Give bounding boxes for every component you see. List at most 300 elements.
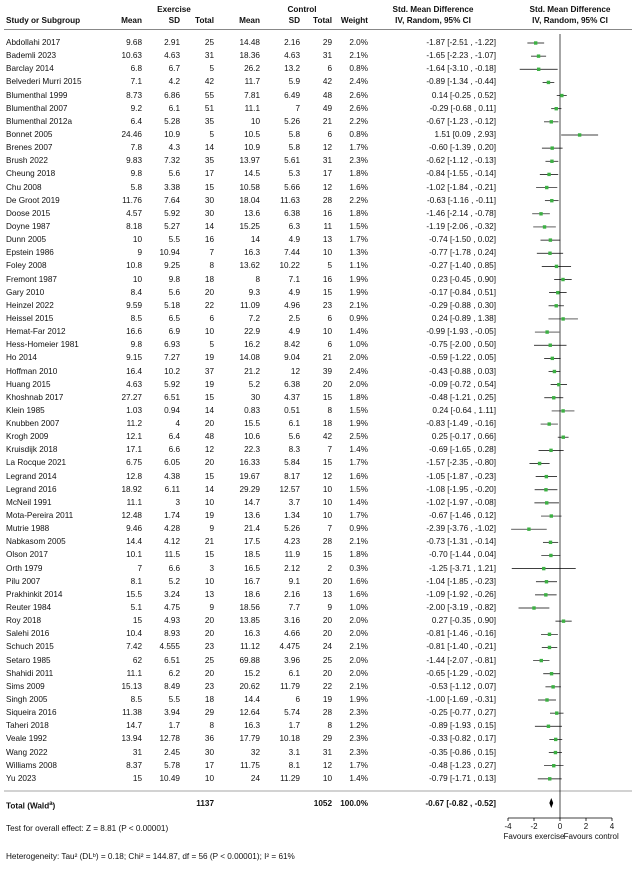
weight: 2.5% (349, 432, 368, 442)
weight: 2.3% (349, 708, 368, 718)
exercise-mean: 10.4 (126, 629, 142, 639)
control-total: 10 (322, 511, 332, 521)
effect-point (561, 317, 564, 320)
smd-ci: -0.81 [-1.40 , -0.21] (426, 642, 496, 652)
weight: 2.1% (349, 51, 368, 61)
exercise-sd: 4 (175, 419, 180, 429)
study-name: Hemat-Far 2012 (6, 327, 66, 337)
weight: 1.4% (349, 773, 368, 783)
smd-ci: -0.69 [-1.65 , 0.28] (429, 445, 496, 455)
control-sd: 4.23 (284, 537, 300, 547)
study-name: Setaro 1985 (6, 655, 51, 665)
control-sd: 3.96 (284, 655, 300, 665)
exercise-mean: 6.8 (130, 64, 142, 74)
effect-point (551, 146, 554, 149)
smd-ci: -1.02 [-1.84 , -0.21] (426, 182, 496, 192)
exercise-mean: 9.8 (130, 340, 142, 350)
exercise-sd: 6.5 (168, 313, 180, 323)
control-total: 20 (322, 629, 332, 639)
control-sd: 7.44 (284, 248, 300, 258)
control-sd: 5.26 (284, 524, 300, 534)
control-total: 28 (322, 537, 332, 547)
control-sd: 9.04 (284, 353, 300, 363)
weight: 2.2% (349, 116, 368, 126)
study-name: Doyne 1987 (6, 221, 51, 231)
study-name: Wang 2022 (6, 747, 48, 757)
control-mean: 14.5 (244, 169, 260, 179)
exercise-sd: 8.49 (164, 681, 180, 691)
exercise-total: 15 (204, 182, 214, 192)
smd-ci: -0.17 [-0.84 , 0.51] (429, 287, 496, 297)
control-total: 8 (327, 405, 332, 415)
exercise-mean: 17.1 (126, 445, 142, 455)
exercise-sd: 5.6 (168, 287, 180, 297)
study-name: Fremont 1987 (6, 274, 57, 284)
study-name: Legrand 2016 (6, 484, 57, 494)
exercise-mean: 1.03 (126, 405, 142, 415)
weight: 1.8% (349, 550, 368, 560)
effect-point (547, 725, 550, 728)
smd-plot-header: Std. Mean Difference (529, 5, 611, 14)
effect-point (553, 370, 556, 373)
exercise-total: 8 (209, 261, 214, 271)
weight: 0.9% (349, 524, 368, 534)
control-total: 10 (322, 327, 332, 337)
smd-ci: 0.24 [-0.64 , 1.11] (432, 405, 496, 415)
effect-point (543, 225, 546, 228)
exercise-sd: 4.28 (164, 524, 180, 534)
exercise-total: 20 (204, 419, 214, 429)
exercise-sd: 6.1 (168, 103, 180, 113)
effect-point (548, 777, 551, 780)
effect-point (537, 54, 540, 57)
weight: 2.6% (349, 90, 368, 100)
exercise-total: 17 (204, 169, 214, 179)
exercise-mean: 7.42 (126, 642, 142, 652)
exercise-total: 15 (204, 392, 214, 402)
exercise-mean: 18.92 (121, 484, 142, 494)
exercise-sd: 10.9 (164, 129, 180, 139)
control-mean: 0.83 (244, 405, 260, 415)
exercise-sd: 7.27 (164, 353, 180, 363)
control-mean: 18.04 (239, 195, 260, 205)
effect-point (555, 304, 558, 307)
exercise-sd: 5.27 (164, 221, 180, 231)
effect-point (554, 738, 557, 741)
control-sd: 5.26 (284, 116, 300, 126)
study-name: Singh 2005 (6, 695, 48, 704)
exercise-total: 30 (204, 208, 214, 218)
control-total: 28 (322, 195, 332, 205)
effect-point (549, 238, 552, 241)
control-sd: 1.7 (288, 721, 300, 731)
weight: 1.4% (349, 445, 368, 455)
effect-point (557, 383, 560, 386)
control-total: 16 (322, 274, 332, 284)
control-mean: 16.33 (239, 458, 260, 468)
study-name: Huang 2015 (6, 379, 51, 389)
study-name: Kruisdijk 2018 (6, 445, 58, 455)
effect-point (545, 330, 548, 333)
exercise-total: 25 (204, 655, 214, 665)
control-sd: 6.38 (284, 208, 300, 218)
smd-ci: -1.02 [-1.97 , -0.08] (426, 497, 496, 507)
study-name: Mota-Pereira 2011 (6, 511, 74, 521)
exercise-mean: 8.73 (126, 90, 142, 100)
exercise-total: 20 (204, 287, 214, 297)
control-total: 15 (322, 550, 332, 560)
control-sd: 7.7 (288, 603, 300, 613)
control-total: 9 (327, 603, 332, 613)
exercise-sd: 2.91 (164, 38, 180, 47)
control-sd: 4.9 (288, 327, 300, 337)
control-sd: 6.3 (288, 221, 300, 231)
exercise-mean: 14.7 (126, 721, 142, 731)
exercise-sd: 6.93 (164, 340, 180, 350)
exercise-mean: 4.57 (126, 208, 142, 218)
exercise-total: 20 (204, 668, 214, 678)
control-mean: 14.4 (244, 695, 260, 704)
smd-ci: 0.27 [-0.35 , 0.90] (431, 616, 496, 626)
control-mean: 13.6 (244, 511, 260, 521)
control-total: 7 (327, 445, 332, 455)
control-sd: 6.38 (284, 379, 300, 389)
exercise-total: 10 (204, 773, 214, 783)
control-total: 20 (322, 379, 332, 389)
exercise-total: 20 (204, 616, 214, 626)
study-name: Shahidi 2011 (6, 668, 54, 678)
exercise-mean: 9.2 (130, 103, 142, 113)
study-name: Klein 1985 (6, 405, 45, 415)
control-mean: 13.97 (239, 156, 260, 166)
smd-ci: -0.77 [-1.78 , 0.24] (429, 248, 496, 258)
smd-ci: -0.89 [-1.93 , 0.15] (429, 721, 496, 731)
study-name: Cheung 2018 (6, 169, 56, 179)
exercise-mean: 15 (132, 616, 142, 626)
study-name: Gary 2010 (6, 287, 45, 297)
control-sd: 10.22 (279, 261, 300, 271)
exercise-mean: 12.48 (121, 511, 142, 521)
control-total: 28 (322, 708, 332, 718)
total-exercise-n: 1137 (196, 799, 214, 808)
weight: 0.8% (349, 64, 368, 74)
effect-point (556, 291, 559, 294)
study-name: Bademli 2023 (6, 51, 57, 61)
exercise-mean: 6.75 (126, 458, 142, 468)
exercise-total: 48 (204, 432, 214, 442)
control-sd: 11.9 (284, 550, 300, 560)
effect-point (550, 160, 553, 163)
exercise-mean-header: Mean (121, 16, 142, 25)
control-mean: 19.67 (239, 471, 260, 481)
control-total: 21 (322, 116, 332, 126)
exercise-sd: 10.94 (159, 248, 180, 258)
weight: 2.3% (349, 156, 368, 166)
exercise-mean: 10.63 (121, 51, 142, 61)
exercise-total: 5 (209, 129, 214, 139)
weight: 1.4% (349, 327, 368, 337)
control-total: 12 (322, 471, 332, 481)
exercise-mean: 8.4 (130, 287, 142, 297)
control-sd: 4.9 (288, 235, 300, 245)
exercise-mean: 62 (132, 655, 142, 665)
weight: 1.1% (349, 261, 368, 271)
control-sd: 5.8 (288, 143, 300, 153)
weight: 1.6% (349, 182, 368, 192)
favours-control-label: Favours control (563, 832, 619, 841)
study-name: Sims 2009 (6, 681, 45, 691)
study-name: Barclay 2014 (6, 64, 54, 74)
smd-ci: -0.09 [-0.72 , 0.54] (429, 379, 496, 389)
study-name: Khoshnab 2017 (6, 392, 64, 402)
effect-point (539, 212, 542, 215)
control-mean: 16.2 (244, 340, 260, 350)
exercise-total: 13 (204, 589, 214, 599)
control-mean: 13.62 (239, 261, 260, 271)
control-total: 20 (322, 668, 332, 678)
total-ci: -0.67 [-0.82 , -0.52] (425, 799, 496, 808)
exercise-mean: 15.5 (126, 589, 142, 599)
weight: 1.6% (349, 576, 368, 586)
weight: 1.7% (349, 760, 368, 770)
control-total: 10 (322, 484, 332, 494)
exercise-sd: 6.6 (168, 563, 180, 573)
control-mean: 16.5 (244, 563, 260, 573)
smd-ci: -2.00 [-3.19 , -0.82] (426, 603, 496, 613)
control-sd: 4.37 (284, 392, 300, 402)
control-total: 15 (322, 392, 332, 402)
smd-ci: -2.39 [-3.76 , -1.02] (426, 524, 496, 534)
control-total: 42 (322, 77, 332, 87)
smd-ci: -0.73 [-1.31 , -0.14] (426, 537, 496, 547)
control-sd: 4.63 (284, 51, 300, 61)
smd-ci: 0.14 [-0.25 , 0.52] (431, 90, 496, 100)
control-sd: 6 (295, 695, 300, 704)
exercise-sd: 6.51 (164, 392, 180, 402)
weight: 0.3% (349, 563, 368, 573)
effect-point (555, 265, 558, 268)
exercise-total: 35 (204, 116, 214, 126)
study-name: Epstein 1986 (6, 248, 54, 258)
control-sd: 12.57 (279, 484, 300, 494)
control-sd: 4.66 (284, 629, 300, 639)
exercise-mean: 8.37 (126, 760, 142, 770)
exercise-mean: 7 (137, 563, 142, 573)
control-mean: 22.9 (244, 327, 260, 337)
smd-ci: -0.53 [-1.12 , 0.07] (429, 681, 496, 691)
exercise-sd: 5.92 (164, 208, 180, 218)
exercise-sd: 6.86 (164, 90, 180, 100)
exercise-total: 31 (204, 51, 214, 61)
heterogeneity-stats: Heterogeneity: Tau² (DLᵇ) = 0.18; Chi² = 144.87, df = 56 (P < 0.00001); I² = 61% (6, 852, 295, 861)
control-total: 42 (322, 432, 332, 442)
exercise-total: 16 (204, 235, 214, 245)
exercise-sd: 6.6 (168, 445, 180, 455)
exercise-sd: 4.63 (164, 51, 180, 61)
control-total: 31 (322, 51, 332, 61)
exercise-total: 18 (204, 695, 214, 704)
exercise-sd: 4.12 (164, 537, 180, 547)
exercise-sd: 4.555 (159, 642, 180, 652)
exercise-total: 18 (204, 274, 214, 284)
control-total: 13 (322, 589, 332, 599)
control-sd: 6.1 (288, 419, 300, 429)
exercise-sd-header: SD (168, 16, 180, 25)
smd-ci: -0.63 [-1.16 , -0.11] (426, 195, 496, 205)
control-mean: 15.5 (244, 419, 260, 429)
weight: 2.0% (349, 616, 368, 626)
control-sd-header: SD (288, 16, 300, 25)
control-mean: 16.7 (244, 576, 260, 586)
exercise-total: 20 (204, 458, 214, 468)
control-mean: 10.9 (244, 143, 260, 153)
total-control-n: 1052 (313, 799, 332, 808)
exercise-sd: 6.2 (168, 668, 180, 678)
exercise-mean: 8.5 (130, 695, 142, 704)
smd-ci: -1.64 [-3.10 , -0.18] (426, 64, 496, 74)
smd-ci: -0.79 [-1.71 , 0.13] (429, 773, 496, 783)
control-total-header: Total (313, 16, 332, 25)
smd-ci: -0.43 [-0.88 , 0.03] (429, 366, 496, 376)
control-sd: 1.34 (284, 511, 300, 521)
study-name: Legrand 2014 (6, 471, 57, 481)
exercise-mean: 12.1 (126, 432, 142, 442)
exercise-sd: 4.2 (168, 77, 180, 87)
exercise-sd: 5.28 (164, 116, 180, 126)
effect-point (549, 344, 552, 347)
control-sd: 6.49 (284, 90, 300, 100)
exercise-mean: 11.1 (126, 668, 142, 678)
effect-point (555, 711, 558, 714)
exercise-mean: 9.59 (126, 300, 142, 310)
exercise-mean: 7.1 (130, 77, 142, 87)
exercise-sd: 3 (175, 497, 180, 507)
smd-ci: -0.70 [-1.44 , 0.04] (429, 550, 496, 560)
exercise-sd: 4.38 (164, 471, 180, 481)
control-mean: 11.12 (240, 642, 260, 652)
control-sd: 3.1 (288, 747, 300, 757)
study-name: Knubben 2007 (6, 419, 60, 429)
control-mean: 10.58 (239, 182, 260, 192)
effect-point (550, 199, 553, 202)
effect-point (549, 541, 552, 544)
control-mean: 18.36 (239, 51, 260, 61)
control-sd: 11.79 (280, 681, 300, 691)
control-total: 23 (322, 300, 332, 310)
exercise-sd: 5.5 (168, 695, 180, 704)
study-name: Abdollahi 2017 (6, 38, 61, 47)
control-total: 15 (322, 287, 332, 297)
weight: 1.7% (349, 143, 368, 153)
weight: 0.8% (349, 129, 368, 139)
control-mean: 10.6 (244, 432, 260, 442)
exercise-total: 29 (204, 708, 214, 718)
study-name: Doose 2015 (6, 208, 51, 218)
exercise-total: 10 (204, 497, 214, 507)
smd-ci: -0.62 [-1.12 , -0.13] (426, 156, 496, 166)
weight: 1.9% (349, 287, 368, 297)
control-mean: 18.6 (244, 589, 260, 599)
smd-ci: -1.44 [-2.07 , -0.81] (426, 655, 496, 665)
control-mean: 69.88 (239, 655, 260, 665)
exercise-total: 25 (204, 38, 214, 47)
x-tick-label: 4 (609, 822, 615, 831)
control-mean: 8 (255, 274, 260, 284)
exercise-total: 10 (204, 327, 214, 337)
control-mean: 15.2 (244, 668, 260, 678)
smd-ci: -0.48 [-1.21 , 0.25] (429, 392, 496, 402)
study-name: Siqueira 2016 (6, 708, 57, 718)
control-total: 19 (322, 695, 332, 704)
weight: 2.1% (349, 537, 368, 547)
control-sd: 3.16 (284, 616, 300, 626)
effect-point (550, 672, 553, 675)
control-mean: 29.29 (239, 484, 260, 494)
smd-ci: 0.23 [-0.45 , 0.90] (431, 274, 496, 284)
effect-point (548, 646, 551, 649)
exercise-mean: 31 (132, 747, 142, 757)
control-sd: 12 (290, 366, 300, 376)
smd-ci: -1.05 [-1.87 , -0.23] (426, 471, 496, 481)
control-total: 7 (327, 524, 332, 534)
study-name: La Rocque 2021 (6, 458, 67, 468)
total-weight: 100.0% (340, 799, 368, 808)
weight: 1.9% (349, 695, 368, 704)
exercise-mean: 11.2 (126, 419, 142, 429)
control-total: 6 (327, 313, 332, 323)
control-total: 16 (322, 208, 332, 218)
smd-ci: -0.89 [-1.34 , -0.44] (426, 77, 496, 87)
smd-ci: -0.81 [-1.46 , -0.16] (426, 629, 496, 639)
exercise-sd: 7.64 (164, 195, 180, 205)
exercise-sd: 3.38 (164, 182, 180, 192)
control-mean: 32 (250, 747, 260, 757)
smd-ci: -1.00 [-1.69 , -0.31] (426, 695, 496, 704)
control-sd: 5.74 (284, 708, 300, 718)
control-total: 10 (322, 497, 332, 507)
control-total: 10 (322, 773, 332, 783)
effect-point (545, 580, 548, 583)
control-mean-header: Mean (239, 16, 260, 25)
control-total: 31 (322, 747, 332, 757)
effect-point (551, 685, 554, 688)
weight: 2.0% (349, 379, 368, 389)
control-sd: 5.61 (284, 156, 300, 166)
exercise-total: 7 (209, 248, 214, 258)
effect-point (561, 278, 564, 281)
effect-point (561, 409, 564, 412)
exercise-total: 30 (204, 747, 214, 757)
overall-effect-test: Test for overall effect: Z = 8.81 (P < 0.00001) (6, 824, 169, 833)
weight: 2.0% (349, 38, 368, 47)
weight: 1.8% (349, 169, 368, 179)
control-total: 15 (322, 458, 332, 468)
study-name: Dunn 2005 (6, 235, 47, 245)
exercise-total: 14 (204, 221, 214, 231)
exercise-sd: 3.24 (164, 589, 180, 599)
control-sd: 11.63 (280, 195, 300, 205)
control-total: 10 (322, 248, 332, 258)
effect-point (562, 619, 565, 622)
smd-ci: 0.24 [-0.89 , 1.38] (431, 313, 496, 323)
exercise-total: 14 (204, 484, 214, 494)
control-total: 12 (322, 143, 332, 153)
effect-point (537, 68, 540, 71)
exercise-sd: 10.2 (164, 366, 180, 376)
smd-ci: -0.75 [-2.00 , 0.50] (429, 340, 496, 350)
exercise-total: 15 (204, 550, 214, 560)
exercise-mean: 9.46 (126, 524, 142, 534)
